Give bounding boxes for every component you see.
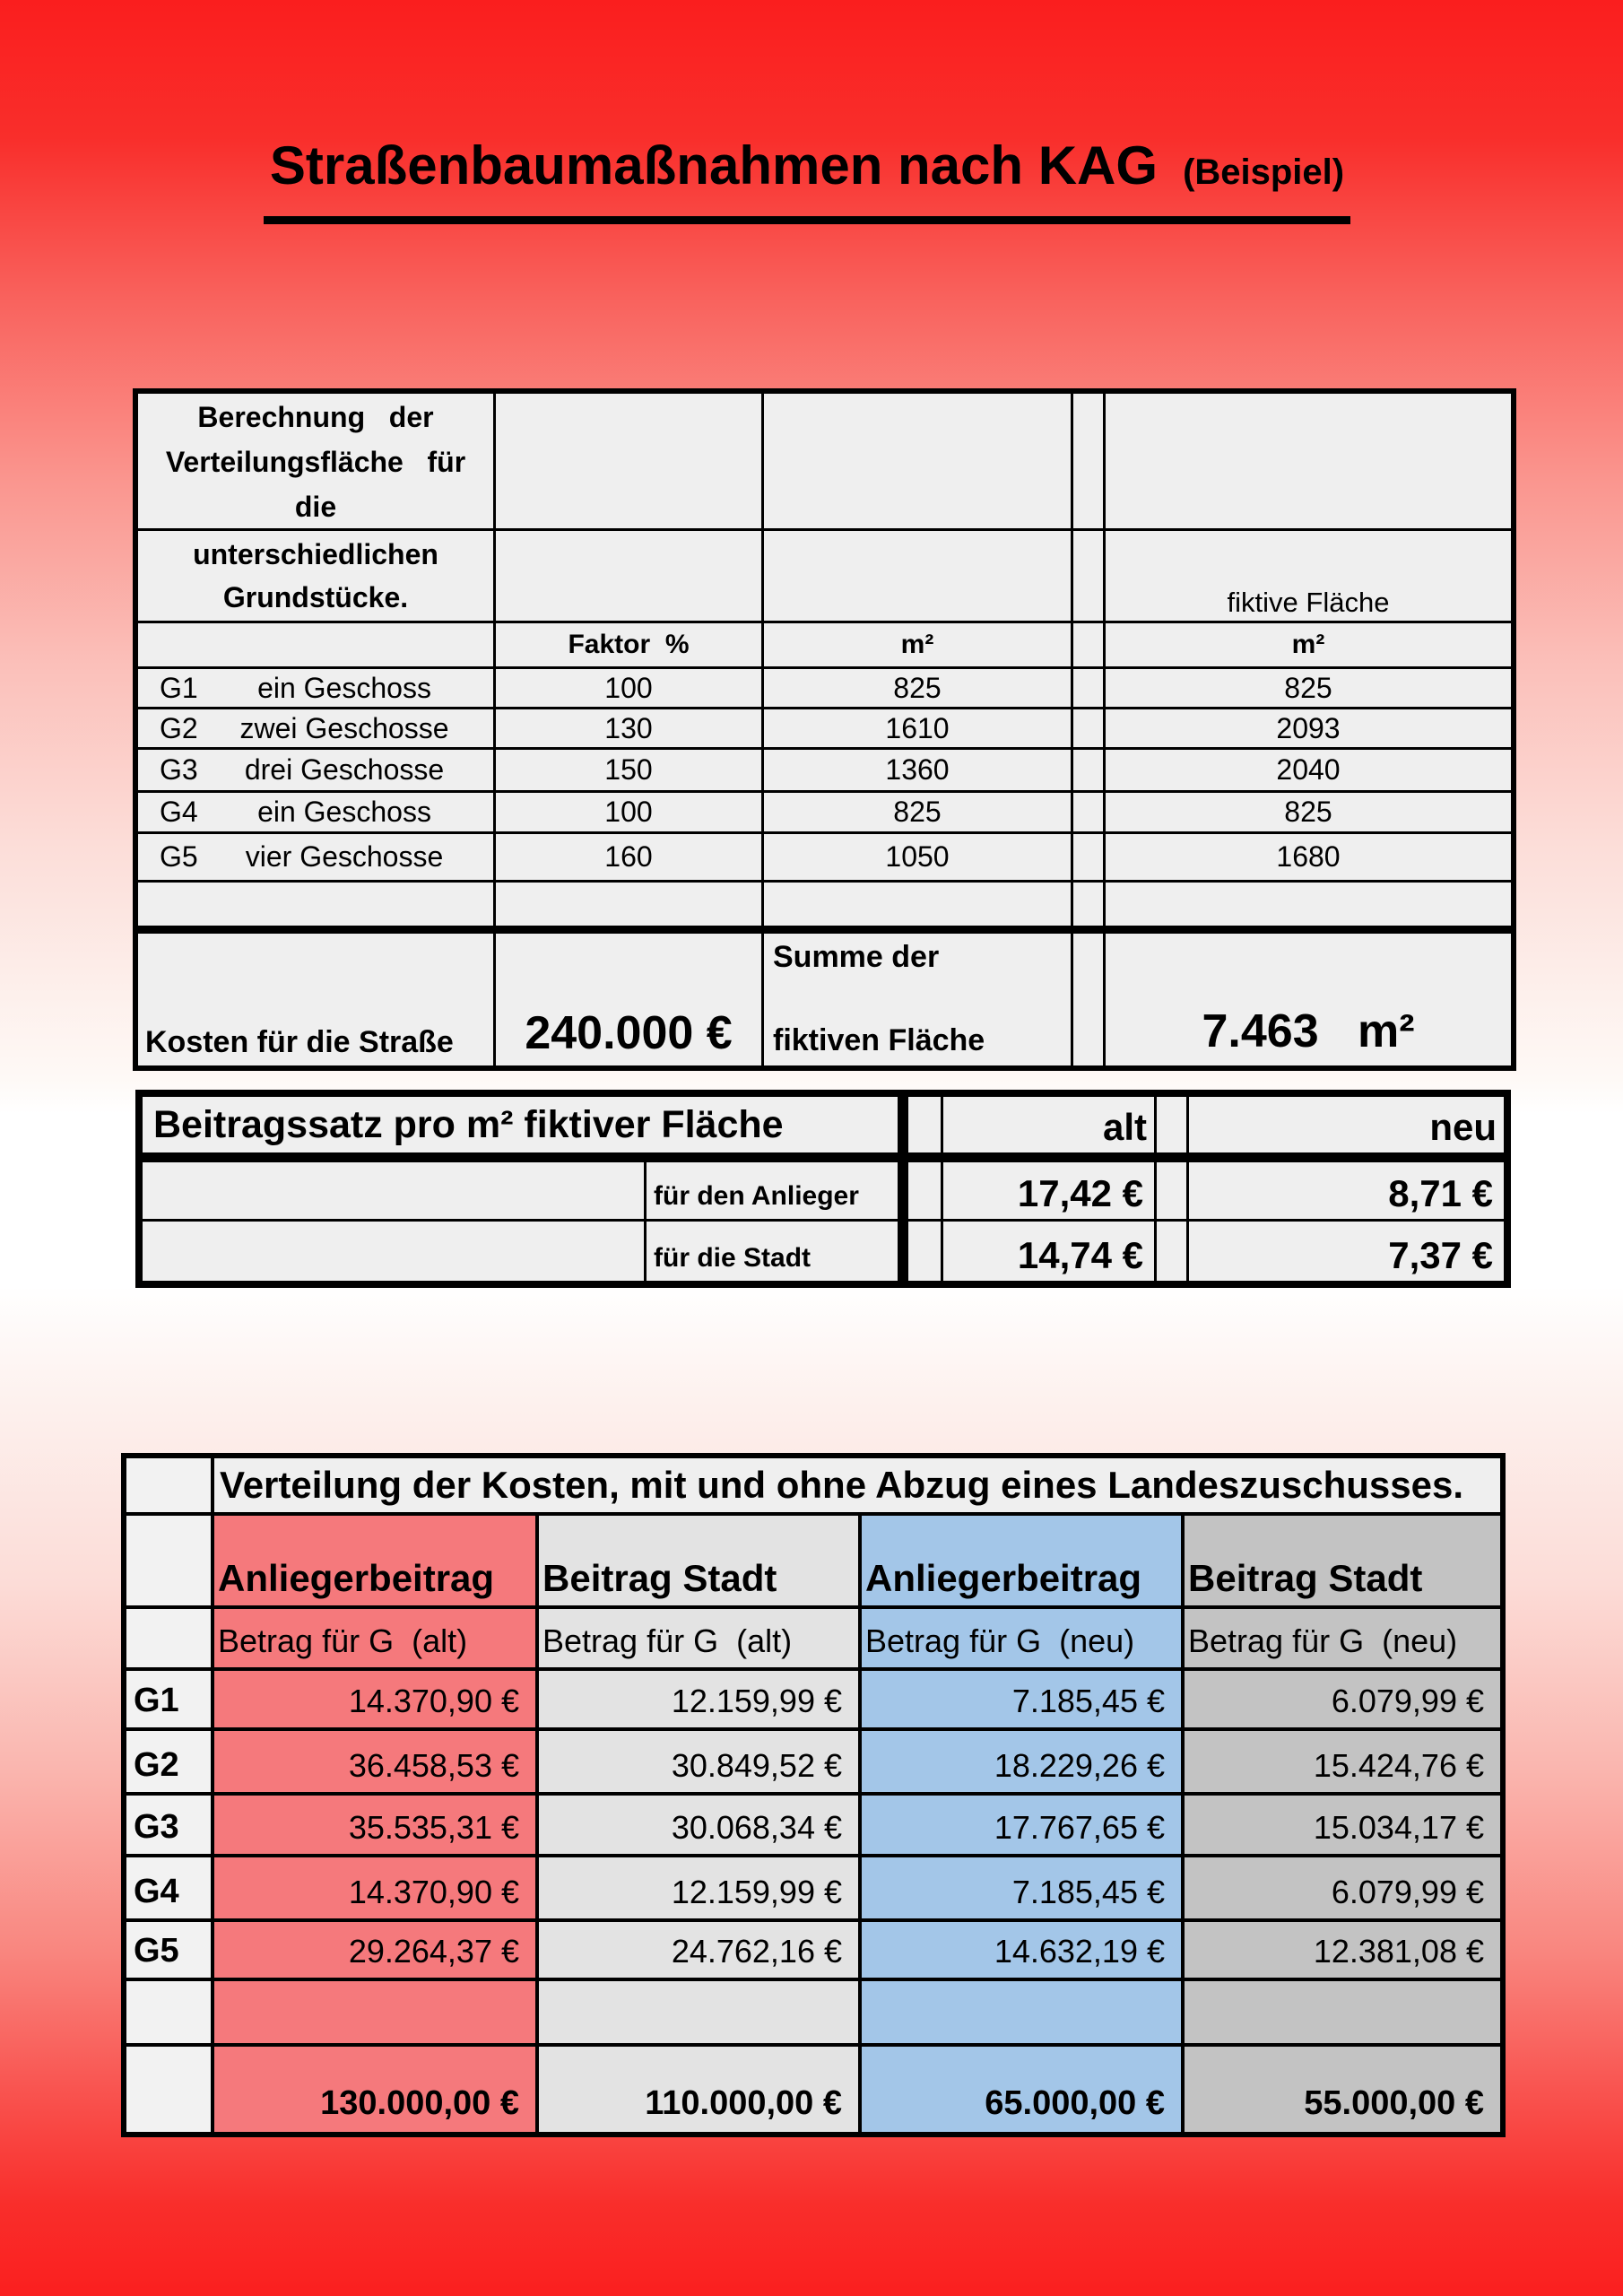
t2-spacer-cell (908, 1097, 941, 1152)
t1-g1-m2: 825 (764, 669, 1071, 707)
t1-row-g3-label (138, 750, 493, 790)
t1-spacer-cell (1073, 834, 1103, 880)
t3-g3-anlieger-neu: 17.767,65 € (862, 1796, 1181, 1854)
t3-g2-code: G2 (126, 1731, 211, 1792)
t1-empty-cell (496, 883, 761, 928)
t1-g5-code: G5 (160, 840, 198, 873)
t1-g5-faktor: 160 (496, 834, 761, 880)
t3-title: Verteilung der Kosten, mit und ohne Abzug eines Landeszuschusses. (214, 1458, 1500, 1512)
beitragssatz-table (135, 1090, 1511, 1288)
t3-g1-stadt-alt: 12.159,99 € (539, 1671, 858, 1727)
t3-g1-stadt-neu: 6.079,99 € (1185, 1671, 1500, 1727)
t1-title-block (138, 394, 493, 528)
t2-anlieger-neu-value: 8,71 € (1189, 1162, 1504, 1219)
t2-spacer-cell (908, 1162, 941, 1219)
t1-g3-faktor: 150 (496, 750, 761, 790)
t2-spacer-cell (1157, 1222, 1186, 1281)
t3-empty-cell (126, 1458, 211, 1512)
t3-empty-cell (862, 1981, 1181, 2043)
t3-g4-anlieger-alt: 14.370,90 € (214, 1857, 535, 1918)
t3-g2-stadt-neu: 15.424,76 € (1185, 1731, 1500, 1792)
t2-spacer-cell (1157, 1097, 1186, 1152)
t3-g5-stadt-alt: 24.762,16 € (539, 1922, 858, 1978)
t1-empty-cell (496, 531, 761, 621)
t1-row-g5-label (138, 834, 493, 880)
t3-g5-anlieger-alt: 29.264,37 € (214, 1922, 535, 1978)
t1-spacer-cell (1073, 793, 1103, 831)
t1-g1-name: ein Geschoss (257, 671, 431, 704)
t1-m2-header: m² (764, 623, 1071, 666)
t1-empty-cell (138, 623, 493, 666)
t3-subheader-neu-stadt: Betrag für G (neu) (1185, 1609, 1500, 1667)
t1-g3-code: G3 (160, 753, 198, 786)
t3-empty-cell (1185, 1981, 1500, 2043)
t1-empty-cell (764, 394, 1071, 528)
t3-g3-stadt-neu: 15.034,17 € (1185, 1796, 1500, 1854)
t1-g3-m2: 1360 (764, 750, 1071, 790)
t3-g1-anlieger-alt: 14.370,90 € (214, 1671, 535, 1727)
t3-anliegerbeitrag-alt-header: Anliegerbeitrag (214, 1516, 535, 1605)
t1-g5-fiktiv: 1680 (1106, 834, 1511, 880)
t3-g2-anlieger-alt: 36.458,53 € (214, 1731, 535, 1792)
t3-g3-anlieger-alt: 35.535,31 € (214, 1796, 535, 1854)
verteilungsflaeche-table (133, 388, 1516, 1071)
t1-title2-line2: Grundstücke. (222, 581, 409, 613)
t2-empty-cell (143, 1222, 644, 1281)
t1-faktor-header: Faktor % (496, 623, 761, 666)
t3-total-anlieger-neu: 65.000,00 € (862, 2047, 1181, 2132)
kostenverteilung-table (121, 1453, 1506, 2137)
t3-empty-cell (126, 2047, 211, 2132)
t3-g2-anlieger-neu: 18.229,26 € (862, 1731, 1181, 1792)
t3-g4-stadt-neu: 6.079,99 € (1185, 1857, 1500, 1918)
t3-g3-stadt-alt: 30.068,34 € (539, 1796, 858, 1854)
t2-stadt-alt-value: 14,74 € (943, 1222, 1154, 1281)
t1-g2-faktor: 130 (496, 709, 761, 747)
t1-summe-value: 7.463 m² (1106, 931, 1511, 1065)
t2-title: Beitragssatz pro m² fiktiver Fläche (143, 1097, 898, 1152)
t1-summe-label (764, 931, 1071, 1065)
t3-anliegerbeitrag-neu-header: Anliegerbeitrag (862, 1516, 1181, 1605)
t1-g1-fiktiv: 825 (1106, 669, 1511, 707)
t1-empty-cell (764, 531, 1071, 621)
t2-stadt-neu-value: 7,37 € (1189, 1222, 1504, 1281)
t3-g4-anlieger-neu: 7.185,45 € (862, 1857, 1181, 1918)
t1-kosten-value: 240.000 € (496, 931, 761, 1065)
t2-empty-cell (143, 1162, 644, 1219)
t3-g5-anlieger-neu: 14.632,19 € (862, 1922, 1181, 1978)
t3-empty-cell (126, 1516, 211, 1605)
t1-row-g2-label (138, 709, 493, 747)
t1-g4-code: G4 (160, 796, 198, 828)
t1-g3-fiktiv: 2040 (1106, 750, 1511, 790)
t1-g1-faktor: 100 (496, 669, 761, 707)
t1-title-line2: Verteilungsfläche für (165, 446, 466, 478)
t3-beitrag-stadt-alt-header: Beitrag Stadt (539, 1516, 858, 1605)
t2-spacer-cell (908, 1222, 941, 1281)
t1-empty-cell (1106, 883, 1511, 928)
t3-empty-cell (214, 1981, 535, 2043)
t1-spacer-cell (1073, 709, 1103, 747)
t1-summe-label-bottom: fiktiven Fläche (773, 1023, 985, 1057)
t3-g3-code: G3 (126, 1796, 211, 1854)
t2-spacer-cell (1157, 1162, 1186, 1219)
t1-thick-divider (138, 926, 1511, 934)
t1-title-line3: die (294, 491, 337, 523)
t1-g1-code: G1 (160, 671, 198, 704)
t3-empty-cell (126, 1609, 211, 1667)
t3-empty-cell (126, 1981, 211, 2043)
t3-g5-code: G5 (126, 1922, 211, 1978)
t1-g2-fiktiv: 2093 (1106, 709, 1511, 747)
t1-g3-name: drei Geschosse (244, 753, 445, 786)
t1-g4-name: ein Geschoss (257, 796, 431, 828)
t1-fiktive-m2-header: m² (1106, 623, 1511, 666)
t3-g1-anlieger-neu: 7.185,45 € (862, 1671, 1181, 1727)
t2-anlieger-alt-value: 17,42 € (943, 1162, 1154, 1219)
t1-g2-name: zwei Geschosse (239, 711, 449, 744)
t2-stadt-label: für die Stadt (647, 1222, 898, 1281)
t3-g1-code: G1 (126, 1671, 211, 1727)
t2-alt-header: alt (943, 1097, 1154, 1152)
t1-spacer-cell (1073, 883, 1103, 928)
t1-row-g4-label (138, 793, 493, 831)
t1-g5-m2: 1050 (764, 834, 1071, 880)
t1-empty-cell (138, 883, 493, 928)
t3-beitrag-stadt-neu-header: Beitrag Stadt (1185, 1516, 1500, 1605)
t1-spacer-cell (1073, 623, 1103, 666)
t1-spacer-cell (1073, 931, 1103, 1065)
t1-spacer-cell (1073, 394, 1103, 528)
t1-g4-fiktiv: 825 (1106, 793, 1511, 831)
t3-g5-stadt-neu: 12.381,08 € (1185, 1922, 1500, 1978)
t3-total-stadt-neu: 55.000,00 € (1185, 2047, 1500, 2132)
t1-g2-m2: 1610 (764, 709, 1071, 747)
t1-empty-cell (1106, 394, 1511, 528)
t1-empty-cell (764, 883, 1071, 928)
t1-g5-name: vier Geschosse (245, 840, 444, 873)
t2-anlieger-label: für den Anlieger (647, 1162, 898, 1219)
t3-g2-stadt-alt: 30.849,52 € (539, 1731, 858, 1792)
t3-subheader-neu-anlieger: Betrag für G (neu) (862, 1609, 1181, 1667)
t3-subheader-alt-anlieger: Betrag für G (alt) (214, 1609, 535, 1667)
t1-spacer-cell (1073, 669, 1103, 707)
t3-g4-code: G4 (126, 1857, 211, 1918)
page-title (264, 135, 1350, 224)
t1-g2-code: G2 (160, 711, 198, 744)
t1-title2-line1: unterschiedlichen (193, 538, 438, 570)
t1-title-line1: Berechnung der (197, 401, 434, 433)
t3-total-anlieger-alt: 130.000,00 € (214, 2047, 535, 2132)
t1-g4-faktor: 100 (496, 793, 761, 831)
t1-row-g1-label (138, 669, 493, 707)
t1-title-block2 (138, 531, 493, 621)
page-title-main: Straßenbaumaßnahmen nach KAG (269, 135, 1159, 196)
t1-fiktive-flaeche-label: fiktive Fläche (1106, 531, 1511, 621)
t3-empty-cell (539, 1981, 858, 2043)
page-title-sub: (Beispiel) (1183, 152, 1345, 192)
t1-summe-label-top: Summe der (773, 940, 940, 974)
t3-g4-stadt-alt: 12.159,99 € (539, 1857, 858, 1918)
t1-spacer-cell (1073, 750, 1103, 790)
t3-subheader-alt-stadt: Betrag für G (alt) (539, 1609, 858, 1667)
t1-kosten-label: Kosten für die Straße (138, 931, 493, 1065)
t2-neu-header: neu (1189, 1097, 1504, 1152)
t1-spacer-cell (1073, 531, 1103, 621)
t1-empty-cell (496, 394, 761, 528)
t1-g4-m2: 825 (764, 793, 1071, 831)
t3-total-stadt-alt: 110.000,00 € (539, 2047, 858, 2132)
